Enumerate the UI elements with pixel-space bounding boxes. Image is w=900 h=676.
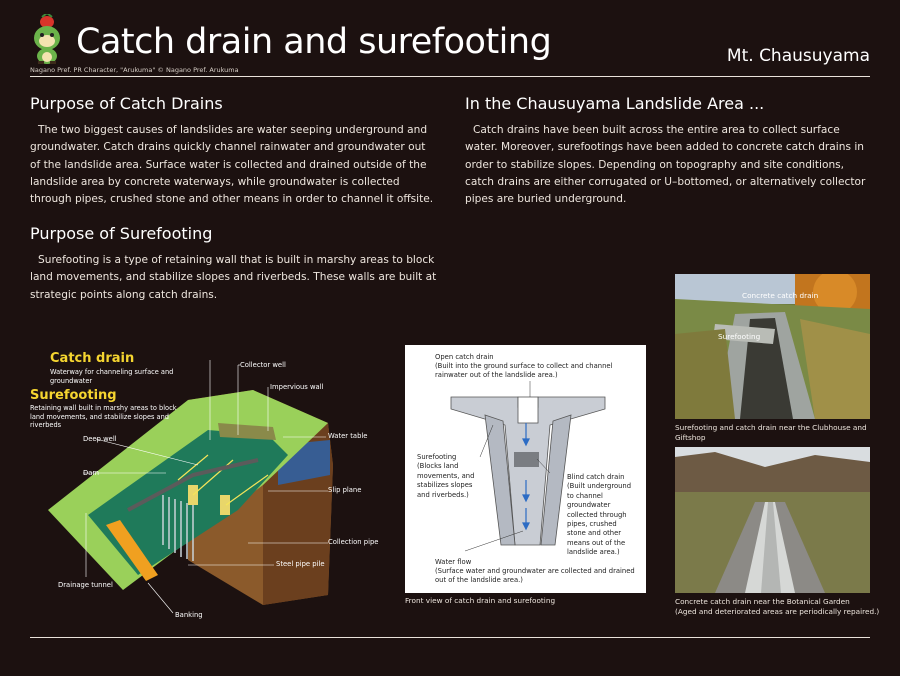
label-water-table: Water table [328,432,368,440]
surefooting-text: Surefooting is a type of retaining wall that is built in marshy areas to block land movements, and stabilize slopes and riverbeds. These walls are built at strategic points along catch drains. [30,254,437,301]
open-catch-drain-title: Open catch drain [435,353,494,361]
surefooting-label-title: Surefooting [417,453,457,461]
header-divider [30,76,870,77]
open-catch-drain-label [435,353,640,380]
surefooting-label-desc: (Blocks land movements, and stabilizes slopes and riverbeds.) [417,462,475,499]
photo-top-caption: Surefooting and catch drain near the Clubhouse and Giftshop [675,423,867,442]
catch-drains-text: The two biggest causes of landslides are water seeping underground and groundwater. Catch drains quickly channel rainwater and groundwater out of the landslide area. Surface water is collected and drained outside of the landslide area by concrete waterways, while groundwater is collected through pipes, crushed stone and other means in order to channel it offsite. [30,124,434,206]
water-flow-title: Water flow [435,558,472,566]
landslide-area-text: Catch drains have been built across the entire area to collect surface water. Moreover, surefootings have been added to concrete catch drains in order to stabilize slopes. Depending on topography and site conditions, catch drains are either corrugated or U–bottomed, or alternatively collector pipes are buried underground. [465,124,866,206]
label-collector-well: Collector well [240,361,286,369]
front-view-caption: Front view of catch drain and surefooting [405,596,556,605]
label-impervious-wall: Impervious wall [270,383,324,391]
surefooting-label [417,453,479,500]
blind-catch-drain-desc: (Built underground to channel groundwater collected through pipes, crushed stone and other means out of the landslide area.) [567,482,632,557]
page-title: Catch drain and surefooting [76,22,552,62]
location-label: Mt. Chausuyama [726,46,870,66]
label-steel-pipe-pile: Steel pipe pile [276,560,325,568]
photo-bottom-caption [675,597,885,617]
label-drainage-tunnel: Drainage tunnel [58,581,113,589]
section-surefooting [30,224,440,304]
catch-drain-title: Catch drain [50,351,135,366]
catch-drains-heading: Purpose of Catch Drains [30,94,223,113]
label-collection-pipe: Collection pipe [328,538,379,546]
label-slip-plane: Slip plane [328,486,362,494]
arukuma-mascot-icon [28,14,66,64]
section-catch-drains [30,94,435,208]
landslide-area-heading: In the Chausuyama Landslide Area ... [465,94,765,113]
water-flow-label [435,558,635,585]
photo-botanical-drain [675,447,870,593]
label-banking: Banking [175,611,203,619]
surefooting-desc: Retaining wall built in marshy areas to block land movements, and stabilize slopes and riverbeds [30,404,177,429]
water-flow-desc: (Surface water and groundwater are collected and drained out of the landslide area.) [435,567,635,584]
open-catch-drain-desc: (Built into the ground surface to collect and channel rainwater out of the landslide area.) [435,362,613,379]
mascot-credit: Nagano Pref. PR Character, "Arukuma" © Nagano Pref. Arukuma [30,66,239,74]
surefooting-title: Surefooting [30,388,117,403]
blind-catch-drain-title: Blind catch drain [567,473,625,481]
section-landslide-area [465,94,873,208]
landslide-cross-section-diagram [28,345,400,625]
footer-divider [30,637,870,638]
photo-botanical-drain-image [675,447,870,593]
photo-bottom-caption-line1: Concrete catch drain near the Botanical Garden [675,597,850,606]
photo-label-surefooting: Surefooting [718,332,761,341]
front-view-diagram [405,345,646,593]
label-deep-well: Deep well [83,435,117,443]
label-dam: Dam [83,469,100,477]
catch-drain-desc: Waterway for channeling surface and groundwater [50,368,174,385]
photo-clubhouse-drain [675,274,870,419]
photo-label-catch-drain: Concrete catch drain [742,291,819,300]
blind-catch-drain-label [567,473,637,558]
surefooting-heading: Purpose of Surefooting [30,224,213,243]
photo-bottom-caption-line2: (Aged and deteriorated areas are periodically repaired.) [675,607,880,616]
